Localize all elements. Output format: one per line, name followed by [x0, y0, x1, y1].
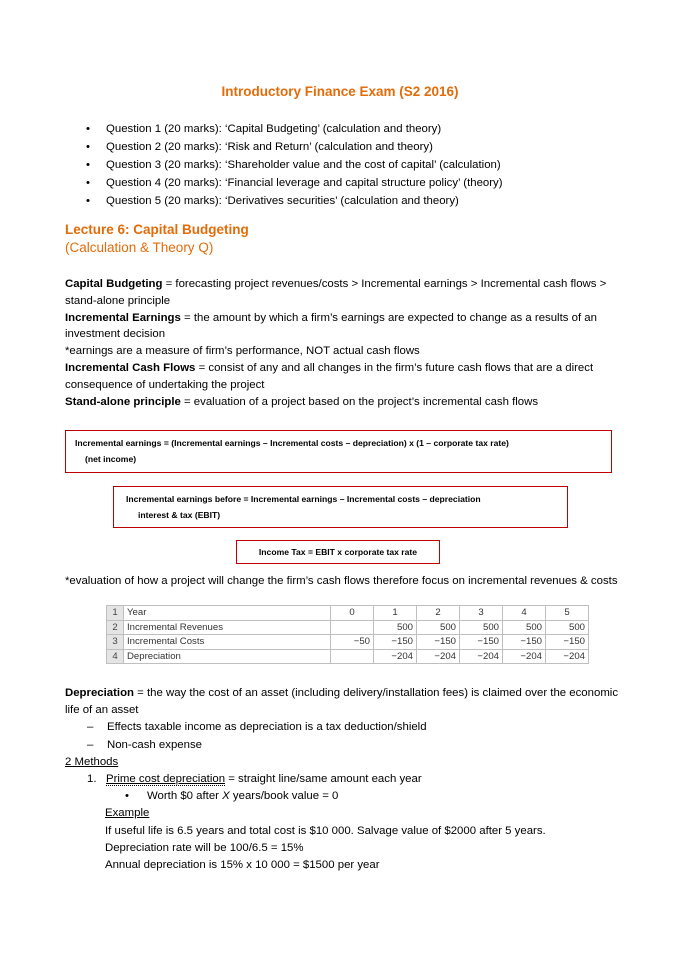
evaluation-note: *evaluation of how a project will change the firm’s cash flows therefore focus on incremental revenues & costs [65, 575, 618, 587]
table-cell: −204 [417, 649, 460, 664]
list-item: • Question 5 (20 marks): ‘Derivatives securities’ (calculation and theory) [84, 192, 503, 210]
example-line: Depreciation rate will be 100/6.5 = 15% [105, 841, 304, 854]
row-label: Incremental Revenues [124, 620, 331, 635]
year-header: 1 [374, 606, 417, 621]
table-cell: −150 [460, 635, 503, 650]
example-heading: Example [105, 807, 150, 820]
dash-icon: – [87, 738, 94, 751]
table-row [107, 620, 589, 635]
definition-incremental-earnings: Incremental Earnings = the amount by which a firm’s earnings are expected to change as a results of an investment decision [65, 311, 597, 341]
list-item: • Question 2 (20 marks): ‘Risk and Return’ (calculation and theory) [84, 138, 503, 156]
table-row [107, 606, 589, 621]
row-number: 2 [107, 620, 124, 635]
cash-flow-table [106, 605, 589, 664]
year-header: 0 [331, 606, 374, 621]
year-header: 3 [460, 606, 503, 621]
list-item: – Non-cash expense [65, 737, 625, 754]
bullet-icon: • [86, 141, 90, 153]
table-cell: 500 [503, 620, 546, 635]
page-title: Introductory Finance Exam (S2 2016) [221, 84, 459, 99]
table-cell: −150 [374, 635, 417, 650]
list-item: • Question 1 (20 marks): ‘Capital Budgeting’ (calculation and theory) [84, 120, 503, 138]
table-cell: 500 [417, 620, 460, 635]
row-number: 1 [107, 606, 124, 621]
table-row [107, 649, 589, 664]
example-line: If useful life is 6.5 years and total cost is $10 000. Salvage value of $2000 after 5 years. [105, 824, 546, 837]
row-label: Depreciation [124, 649, 331, 664]
definition-depreciation: Depreciation = the way the cost of an asset (including delivery/installation fees) is claimed over the economic life of an asset [65, 687, 619, 717]
depreciation-section [65, 685, 625, 874]
definition-capital-budgeting: Capital Budgeting = forecasting project revenues/costs > Incremental earnings > Incremental cash flows > stand-alone principle [65, 278, 607, 307]
methods-heading: 2 Methods [65, 755, 119, 768]
lecture-subheading: (Calculation & Theory Q) [65, 240, 214, 255]
table-cell: 500 [546, 620, 589, 635]
example-line: Annual depreciation is 15% x 10 000 = $1500 per year [105, 859, 380, 872]
row-number: 3 [107, 635, 124, 650]
dash-icon: – [87, 721, 94, 734]
table-cell [331, 649, 374, 664]
table-cell: −204 [546, 649, 589, 664]
exam-question-list [84, 120, 503, 210]
definition-stand-alone-principle: Stand-alone principle = evaluation of a project based on the project’s incremental cash flows [65, 395, 539, 408]
table-cell: −204 [460, 649, 503, 664]
year-header: 5 [546, 606, 589, 621]
table-row [107, 635, 589, 650]
table-cell: −204 [374, 649, 417, 664]
year-header: 4 [503, 606, 546, 621]
method-prime-cost: 1. Prime cost depreciation = straight line/same amount each year [87, 773, 422, 786]
bullet-icon: • [86, 159, 90, 171]
earnings-note: *earnings are a measure of firm’s performance, NOT actual cash flows [65, 345, 420, 358]
table-cell: −150 [503, 635, 546, 650]
table-cell [331, 620, 374, 635]
formula-box-income-tax: Income Tax = EBIT x corporate tax rate [236, 540, 440, 564]
table-cell: −150 [417, 635, 460, 650]
bullet-icon: • [125, 790, 129, 803]
row-label: Incremental Costs [124, 635, 331, 650]
definition-incremental-cash-flows: Incremental Cash Flows = consist of any and all changes in the firm’s future cash flows that are a direct consequence of undertaking the project [65, 361, 594, 391]
table-header-label: Year [124, 606, 331, 621]
list-item: • Worth $0 after X years/book value = 0 [65, 788, 625, 805]
list-item: – Effects taxable income as depreciation is a tax deduction/shield [65, 719, 625, 736]
bullet-icon: • [86, 177, 90, 189]
table-cell: −204 [503, 649, 546, 664]
table-cell: −50 [331, 635, 374, 650]
bullet-icon: • [86, 195, 90, 207]
row-number: 4 [107, 649, 124, 664]
formula-box-incremental-earnings: Incremental earnings = (Incremental earnings – Incremental costs – depreciation) x (1 – corporate tax rate) (net income) [65, 430, 612, 473]
definitions-section [65, 276, 625, 410]
table-cell: 500 [460, 620, 503, 635]
formula-box-ebit: Incremental earnings before = Incremental earnings – Incremental costs – depreciation interest & tax (EBIT) [113, 486, 568, 528]
lecture-heading: Lecture 6: Capital Budgeting [65, 222, 249, 237]
year-header: 2 [417, 606, 460, 621]
list-item: • Question 3 (20 marks): ‘Shareholder value and the cost of capital’ (calculation) [84, 156, 503, 174]
bullet-icon: • [86, 123, 90, 135]
list-item: • Question 4 (20 marks): ‘Financial leverage and capital structure policy’ (theory) [84, 174, 503, 192]
table-cell: −150 [546, 635, 589, 650]
table-cell: 500 [374, 620, 417, 635]
